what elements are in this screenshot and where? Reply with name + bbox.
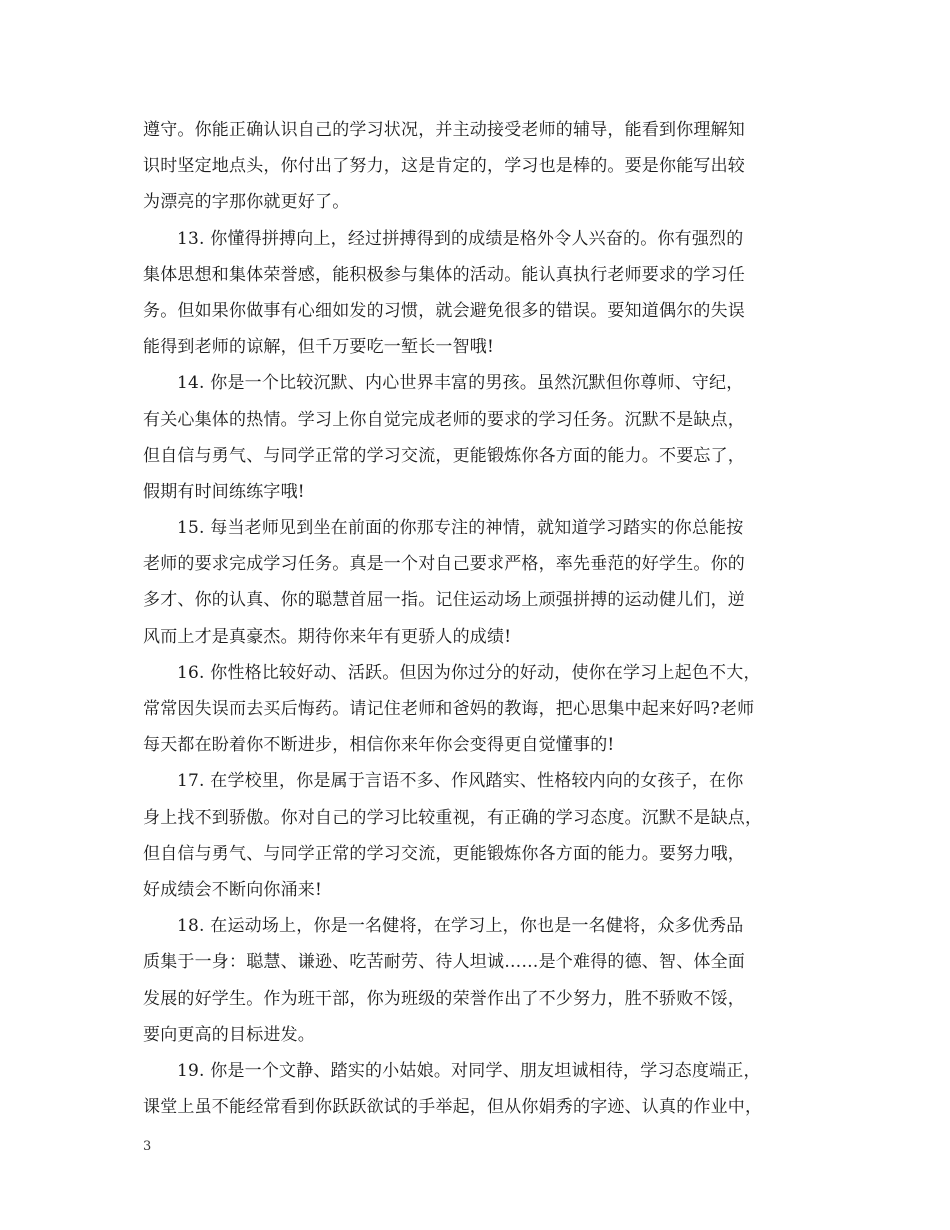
text-line: 识时坚定地点头，你付出了努力，这是肯定的，学习也是棒的。要是你能写出较 <box>143 156 745 177</box>
text-line: 19. 你是一个文静、踏实的小姑娘。对同学、朋友坦诚相待，学习态度端正， <box>177 1060 761 1081</box>
text-line: 常常因失误而去买后悔药。请记住老师和爸妈的教诲，把心思集中起来好吗?老师 <box>143 699 755 719</box>
text-line: 遵守。你能正确认识自己的学习状况，并主动接受老师的辅导，能看到你理解知 <box>143 120 745 140</box>
text-line: 14. 你是一个比较沉默、内心世界丰富的男孩。虽然沉默但你尊师、守纪， <box>177 373 744 394</box>
text-line: 有关心集体的热情。学习上你自觉完成老师的要求的学习任务。沉默不是缺点， <box>143 409 745 430</box>
text-line: 多才、你的认真、你的聪慧首屈一指。记住运动场上顽强拼搏的运动健儿们，逆 <box>143 590 745 611</box>
text-line: 假期有时间练练字哦! <box>143 481 305 502</box>
page-number: 3 <box>143 1139 152 1154</box>
text-line: 要向更高的目标进发。 <box>143 1024 315 1045</box>
text-line: 老师的要求完成学习任务。真是一个对自己要求严格，率先垂范的好学生。你的 <box>143 554 745 575</box>
text-line: 15. 每当老师见到坐在前面的你那专注的神情，就知道学习踏实的你总能按 <box>177 518 744 539</box>
text-line: 13. 你懂得拼搏向上，经过拼搏得到的成绩是格外令人兴奋的。你有强烈的 <box>177 228 744 249</box>
text-line: 课堂上虽不能经常看到你跃跃欲试的手举起，但从你娟秀的字迹、认真的作业中， <box>143 1097 763 1118</box>
text-line: 好成绩会不断向你涌来! <box>143 879 323 900</box>
text-line: 风而上才是真豪杰。期待你来年有更骄人的成绩! <box>143 626 512 647</box>
text-line: 为漂亮的字那你就更好了。 <box>143 192 350 213</box>
text-line: 但自信与勇气、与同学正常的学习交流，更能锻炼你各方面的能力。要努力哦， <box>143 843 745 864</box>
text-line: 16. 你性格比较好动、活跃。但因为你过分的好动，使你在学习上起色不大， <box>177 662 761 683</box>
text-line: 但自信与勇气、与同学正常的学习交流，更能锻炼你各方面的能力。不要忘了， <box>143 445 745 466</box>
text-line: 身上找不到骄傲。你对自己的学习比较重视，有正确的学习态度。沉默不是缺点， <box>143 807 763 828</box>
document-body <box>143 112 813 1125</box>
text-line: 17. 在学校里，你是属于言语不多、作风踏实、性格较内向的女孩子，在你 <box>177 771 744 792</box>
text-line: 能得到老师的谅解，但千万要吃一堑长一智哦! <box>143 337 495 358</box>
text-line: 务。但如果你做事有心细如发的习惯，就会避免很多的错误。要知道偶尔的失误 <box>143 300 745 321</box>
text-line: 发展的好学生。作为班干部，你为班级的荣誉作出了不少努力，胜不骄败不馁， <box>143 988 745 1009</box>
text-line: 质集于一身：聪慧、谦逊、吃苦耐劳、待人坦诚……是个难得的德、智、体全面 <box>143 952 745 973</box>
text-line: 集体思想和集体荣誉感，能积极参与集体的活动。能认真执行老师要求的学习任 <box>143 264 745 285</box>
text-line: 18. 在运动场上，你是一名健将，在学习上，你也是一名健将，众多优秀品 <box>177 916 744 937</box>
text-line: 每天都在盼着你不断进步，相信你来年你会变得更自觉懂事的! <box>143 735 615 756</box>
